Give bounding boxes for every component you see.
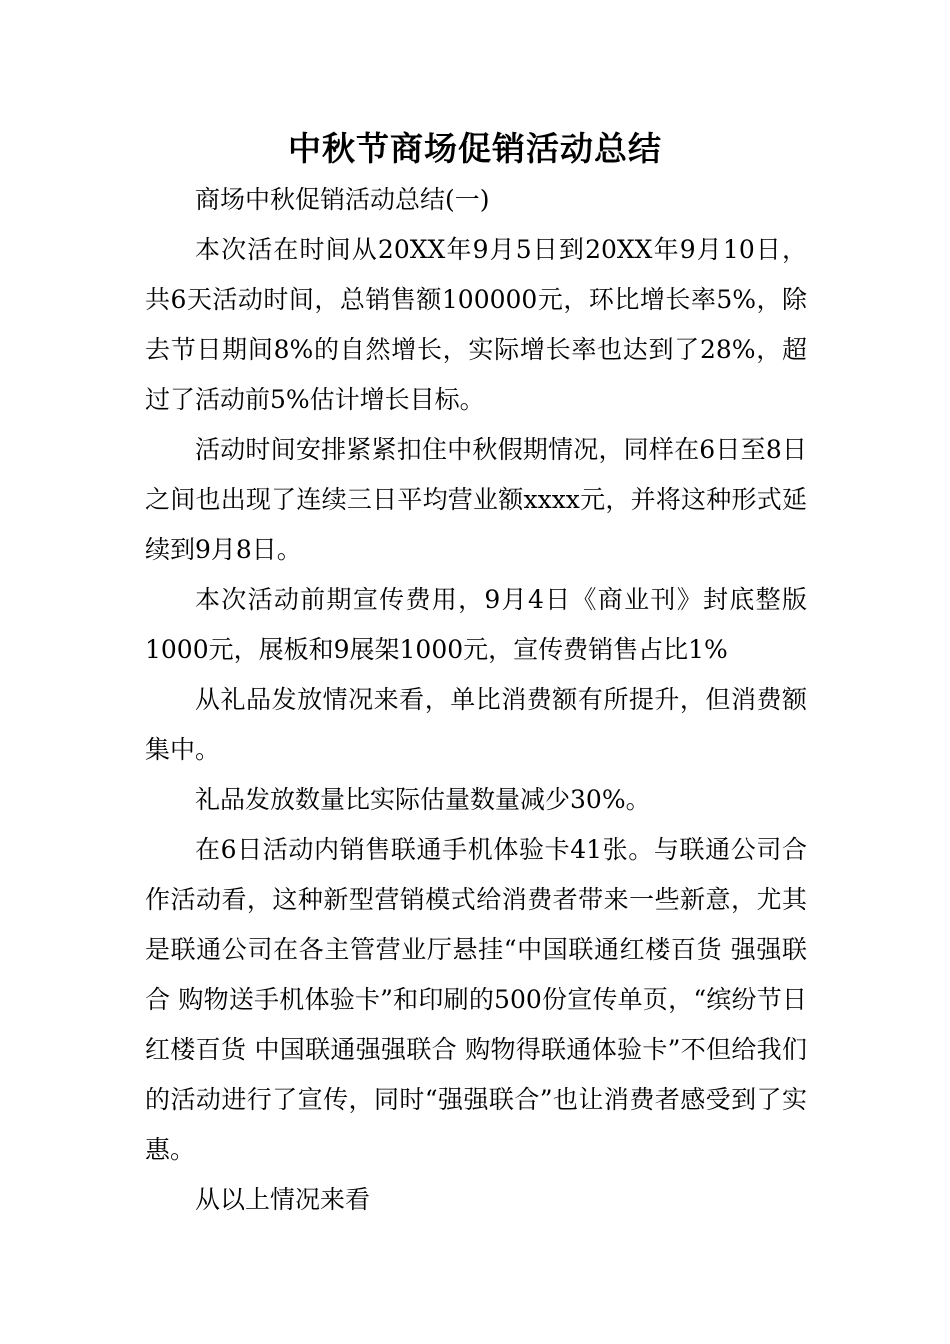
paragraph-conclusion-start: 从以上情况来看 — [195, 1185, 371, 1214]
paragraph-activity-summary: 本次活在时间从20XX年9月5日到20XX年9月10日，共6天活动时间，总销售额100000元，环比增长率5%，除去节日期间8%的自然增长，实际增长率也达到了28%，超过了活动前5%估计增长目标。 — [145, 235, 807, 414]
document-title: 中秋节商场促销活动总结 — [288, 129, 662, 168]
document-subtitle: 商场中秋促销活动总结(一) — [195, 185, 490, 214]
document-body — [145, 175, 807, 1225]
paragraph-advertising-cost: 本次活动前期宣传费用，9月4日《商业刊》封底整版1000元，展板和9展架1000元，宣传费销售占比1% — [145, 585, 807, 664]
paragraph-gift-distribution: 从礼品发放情况来看，单比消费额有所提升，但消费额集中。 — [145, 685, 807, 764]
paragraph-unicom-cooperation: 在6日活动内销售联通手机体验卡41张。与联通公司合作活动看，这种新型营销模式给消费者带来一些新意，尤其是联通公司在各主管营业厅悬挂“中国联通红楼百货 强强联合 购物送手机体验卡”和印刷的500份宣传单页，“缤纷节日 红楼百货 中国联通强强联合 购物得联通体验卡”不但给我们的活动进行了宣传，同时“强强联合”也让消费者感受到了实惠。 — [145, 835, 807, 1164]
paragraph-gift-quantity: 礼品发放数量比实际估量数量减少30%。 — [195, 785, 651, 814]
paragraph-schedule: 活动时间安排紧紧扣住中秋假期情况，同样在6日至8日之间也出现了连续三日平均营业额xxxx元，并将这种形式延续到9月8日。 — [145, 435, 807, 564]
